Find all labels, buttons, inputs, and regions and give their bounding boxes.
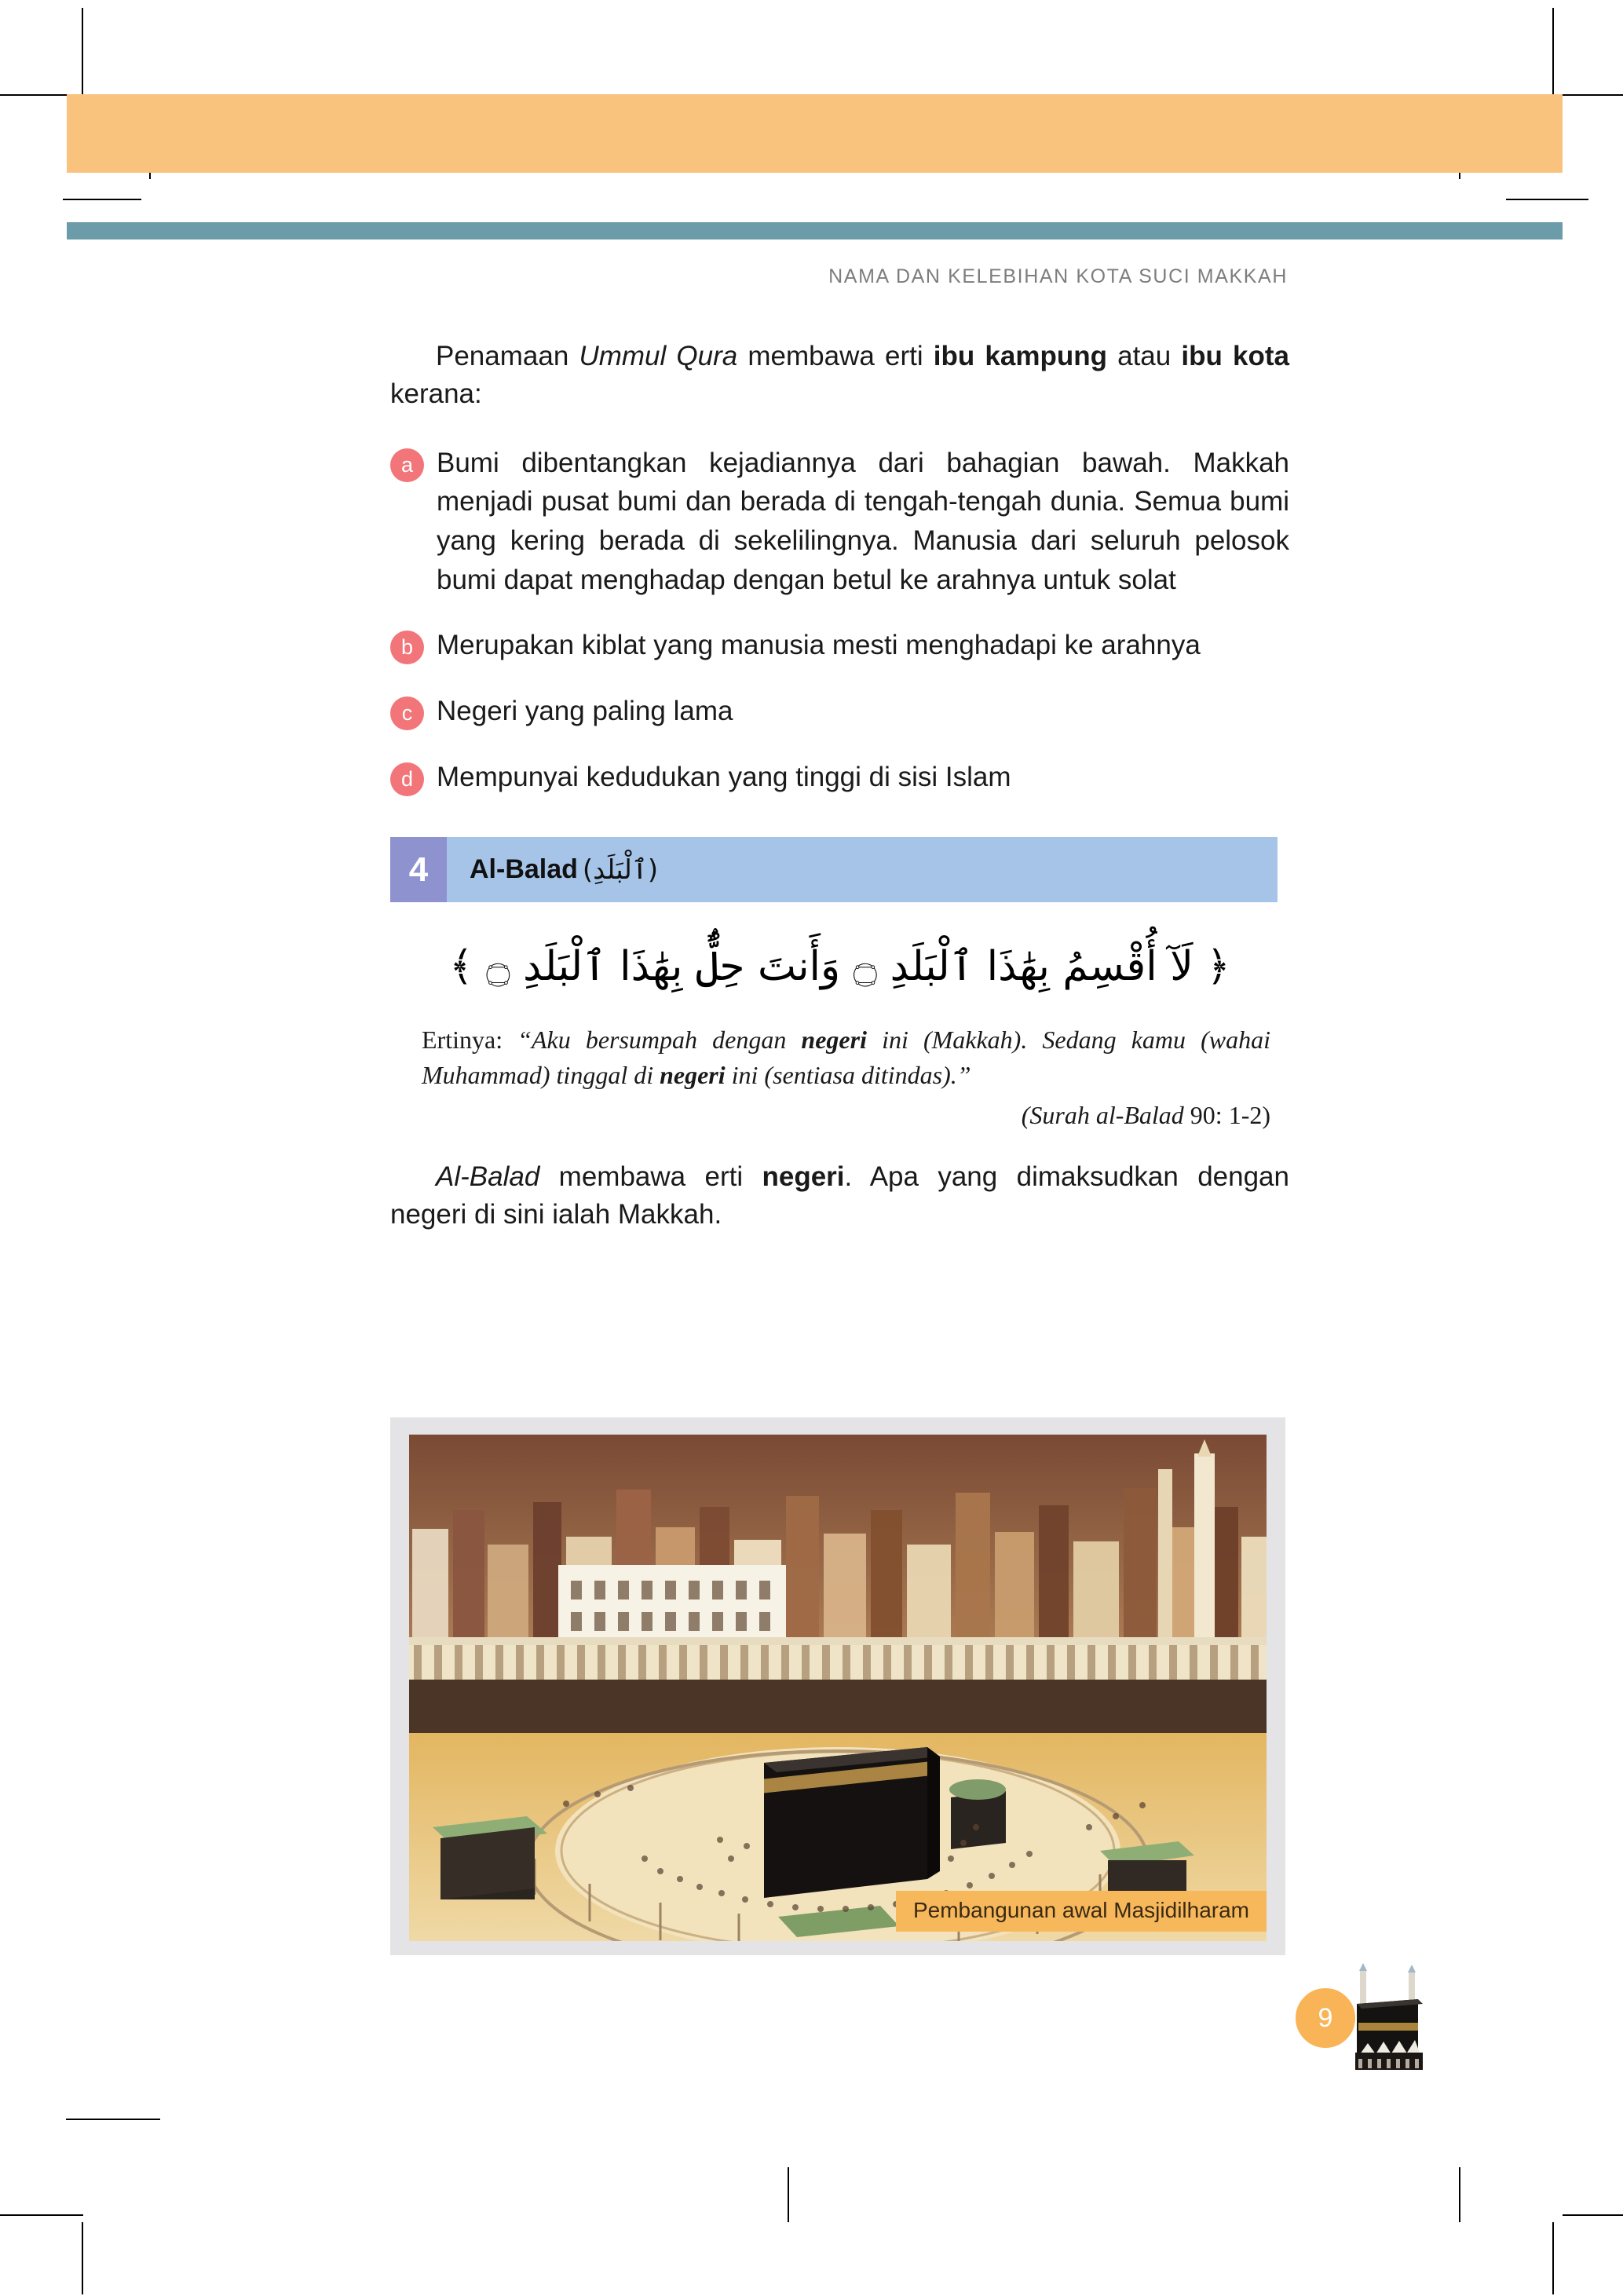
- section-header-bar: [390, 837, 1278, 902]
- crop-mark-bottom-left-horizontal-inner: [66, 2119, 160, 2120]
- intro-bold-ibu-kota: ibu kota: [1181, 341, 1289, 371]
- after-verse-italic-al-balad: Al-Balad: [436, 1161, 540, 1192]
- intro-part3: atau: [1106, 341, 1182, 371]
- figure-frame: [390, 1417, 1285, 1955]
- after-verse-bold-negeri: negeri: [762, 1161, 845, 1192]
- after-verse-part1: membawa erti: [539, 1161, 762, 1192]
- list-item-text-a: Bumi dibentangkan kejadiannya dari bahagian bawah. Makkah menjadi pusat bumi dan berada di tengah-tengah dunia. Semua bumi yang kering berada di sekelilingnya. Manusia dari seluruh pelosok bumi dapat menghadap dengan betul ke arahnya untuk solat: [437, 447, 1289, 595]
- lettered-list: [390, 444, 1289, 797]
- crop-mark-bottom-left-vertical: [82, 2222, 83, 2294]
- citation-verse-numbers: 90: 1-2): [1183, 1100, 1270, 1129]
- list-item: [390, 758, 1289, 797]
- kaaba-icon-svg: [1341, 1958, 1437, 2078]
- list-marker-a: a: [390, 448, 424, 482]
- crop-mark-right-horizontal: [1506, 199, 1588, 200]
- citation-surah-name: (Surah al-Balad: [1021, 1100, 1184, 1129]
- crop-mark-top-right-horizontal: [1563, 94, 1623, 96]
- translation-part2: ini (Makkah). Sedang kamu (wahai Muhammad) tinggal di: [422, 1026, 1270, 1089]
- translation-part1: “Aku bersumpah dengan: [503, 1026, 802, 1054]
- section-title-latin: Al-Balad: [470, 854, 578, 885]
- main-content-column: [390, 338, 1289, 1234]
- top-decorative-banner: [67, 94, 1563, 173]
- figure-caption: Pembangunan awal Masjidilharam: [896, 1891, 1267, 1932]
- intro-part2: membawa erti: [737, 341, 934, 371]
- intro-part1: Penamaan: [436, 341, 579, 371]
- translation-part3: ini (sentiasa ditindas).”: [725, 1060, 971, 1089]
- section-title-container: [447, 837, 1278, 902]
- section-number-badge: 4: [390, 837, 447, 902]
- crop-mark-bottom-right-horizontal: [1563, 2214, 1623, 2216]
- list-item-text-c: Negeri yang paling lama: [437, 696, 733, 727]
- crop-mark-bottom-right-vertical: [1552, 2222, 1554, 2294]
- translation-bold-negeri-1: negeri: [801, 1026, 867, 1054]
- intro-bold-ibu-kampung: ibu kampung: [933, 341, 1107, 371]
- list-item: [390, 626, 1289, 665]
- crop-mark-top-right-vertical: [1552, 8, 1554, 102]
- translation-bold-negeri-2: negeri: [660, 1060, 726, 1089]
- running-head: NAMA DAN KELEBIHAN KOTA SUCI MAKKAH: [828, 265, 1288, 287]
- intro-italic-ummul-qura: Ummul Qura: [579, 341, 738, 371]
- crop-mark-bottom-inner-left-vertical: [788, 2167, 789, 2222]
- list-item: [390, 444, 1289, 600]
- intro-part4: kerana:: [390, 378, 482, 410]
- after-verse-part2: . Apa yang dimaksudkan dengan negeri di sini ialah Makkah.: [390, 1161, 1289, 1230]
- page-number: 9: [1296, 1988, 1355, 2048]
- masjidilharam-photo-illustration: [409, 1435, 1267, 1941]
- crop-mark-mid-left-horizontal: [63, 199, 141, 200]
- page-number-badge-group: [1288, 1955, 1445, 2081]
- masjidilharam-photo: [409, 1435, 1267, 1941]
- top-teal-rule: [67, 222, 1563, 239]
- crop-mark-top-left-vertical: [82, 8, 83, 102]
- list-item-text-d: Mempunyai kedudukan yang tinggi di sisi Islam: [437, 761, 1011, 792]
- list-item: [390, 692, 1289, 731]
- list-marker-c: c: [390, 696, 424, 730]
- list-marker-b: b: [390, 631, 424, 664]
- section-title-arabic: (ٱلْبَلَدِ): [582, 854, 659, 887]
- translation-label: Ertinya:: [422, 1026, 503, 1054]
- verse-translation: [390, 1022, 1289, 1093]
- kaaba-icon: [1341, 1958, 1437, 2078]
- crop-mark-bottom-inner-right-vertical: [1459, 2167, 1460, 2222]
- after-verse-paragraph: [390, 1158, 1289, 1234]
- intro-paragraph: [390, 338, 1289, 414]
- verse-citation: [390, 1101, 1289, 1130]
- crop-mark-bottom-left-horizontal: [0, 2214, 83, 2216]
- list-item-text-b: Merupakan kiblat yang manusia mesti menghadapi ke arahnya: [437, 630, 1201, 661]
- quran-verse-arabic: ﴿ لَآ أُقْسِمُ بِهَٰذَا ٱلْبَلَدِ ۝ وَأَنتَ حِلٌّۢ بِهَٰذَا ٱلْبَلَدِ ۝ ﴾: [449, 943, 1230, 991]
- list-marker-d: d: [390, 762, 424, 796]
